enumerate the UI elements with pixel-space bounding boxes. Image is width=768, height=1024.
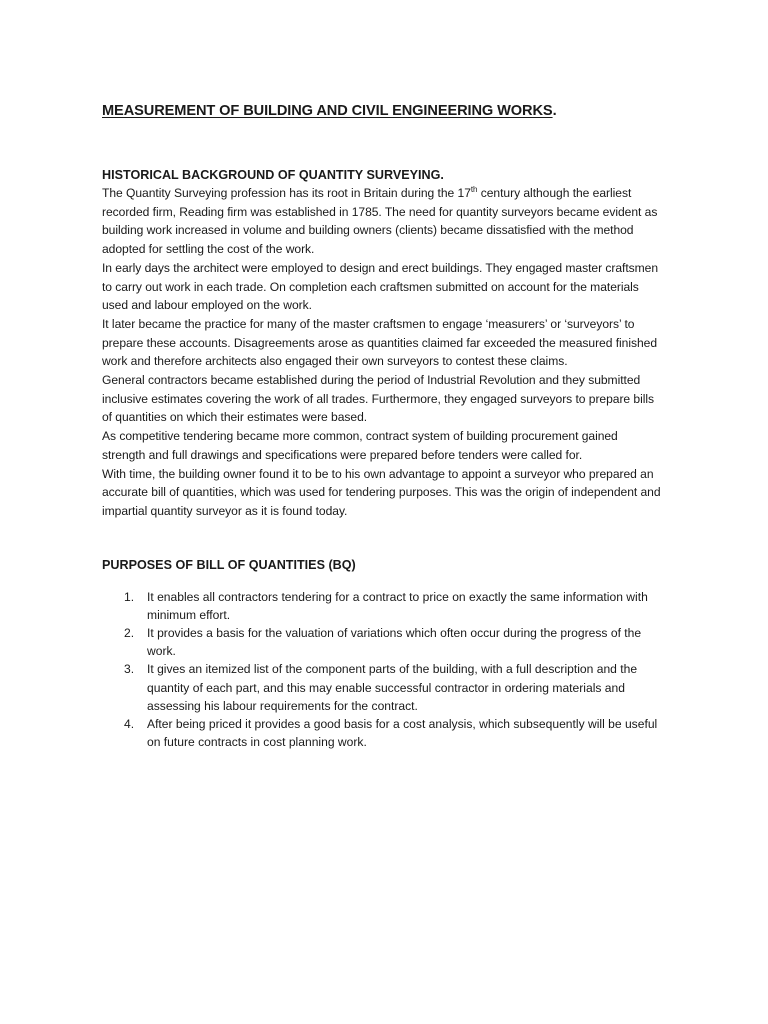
paragraph-competitive-tendering: As competitive tendering became more common, contract system of building procurement gained strength and full drawings and specifications were prepared before tenders were called for. — [102, 429, 618, 462]
document-body — [102, 100, 662, 751]
paragraph-origin — [102, 184, 662, 259]
paragraph-independent-surveyor: With time, the building owner found it to be to his own advantage to appoint a surveyor who prepared an accurate bill of quantities, which was used for tendering purposes. This was the origin of independent and impartial quantity surveyor as it is found today. — [102, 466, 661, 518]
list-item-number: 4. — [124, 717, 135, 732]
list-item — [102, 588, 662, 624]
section-heading-historical-background: HISTORICAL BACKGROUND OF QUANTITY SURVEYING. — [102, 168, 444, 182]
paragraph-origin-text-start: The Quantity Surveying profession has its root in Britain during the 17 — [102, 186, 471, 200]
paragraph-measurers: It later became the practice for many of the master craftsmen to engage ‘measurers’ or ‘surveyors’ to prepare these accounts. Disagreements arose as quantities claimed far exceeded the measured finished work and therefore architects also engaged their own surveyors to contest these claims. — [102, 316, 657, 369]
section-heading-purposes-of-bq: PURPOSES OF BILL OF QUANTITIES (BQ) — [102, 557, 356, 572]
list-item — [102, 715, 662, 751]
list-item — [102, 660, 662, 715]
document-title-period: . — [552, 103, 557, 119]
ordinal-superscript: th — [470, 185, 478, 194]
list-item-text: It enables all contractors tendering for a contract to price on exactly the same information with minimum effort. — [147, 589, 648, 622]
list-item-text: It provides a basis for the valuation of variations which often occur during the progress of the work. — [147, 626, 642, 659]
paragraph-early-days: In early days the architect were employed to design and erect buildings. They engaged master craftsmen to carry out work in each trade. On completion each craftsmen submitted on account for the materials used and labour employed on the work. — [102, 260, 659, 313]
document-title-text: MEASUREMENT OF BUILDING AND CIVIL ENGINEERING WORKS — [102, 103, 553, 119]
list-item — [102, 624, 662, 660]
purposes-list — [102, 588, 662, 752]
paragraph-general-contractors: General contractors became established during the period of Industrial Revolution and they submitted inclusive estimates covering the work of all trades. Furthermore, they engaged surveyors to prepare bills of quantities on which their estimates were based. — [102, 373, 654, 425]
list-item-number: 2. — [124, 626, 135, 641]
document-title — [102, 100, 662, 122]
list-item-text: It gives an itemized list of the component parts of the building, with a full description and the quantity of each part, and this may enable successful contractor in ordering materials and assessing his labour requirements for the contract. — [147, 662, 638, 713]
list-item-number: 1. — [124, 589, 135, 604]
list-item-number: 3. — [124, 662, 135, 677]
list-item-text: After being priced it provides a good basis for a cost analysis, which subsequently will be useful on future contracts in cost planning work. — [147, 717, 658, 750]
paragraph-origin-text-end: century although the earliest recorded firm, Reading firm was established in 1785. The need for quantity surveyors became evident as building work increased in volume and building owners (clients) became dissatisfied with the method adopted for settling the cost of the work. — [102, 186, 658, 257]
